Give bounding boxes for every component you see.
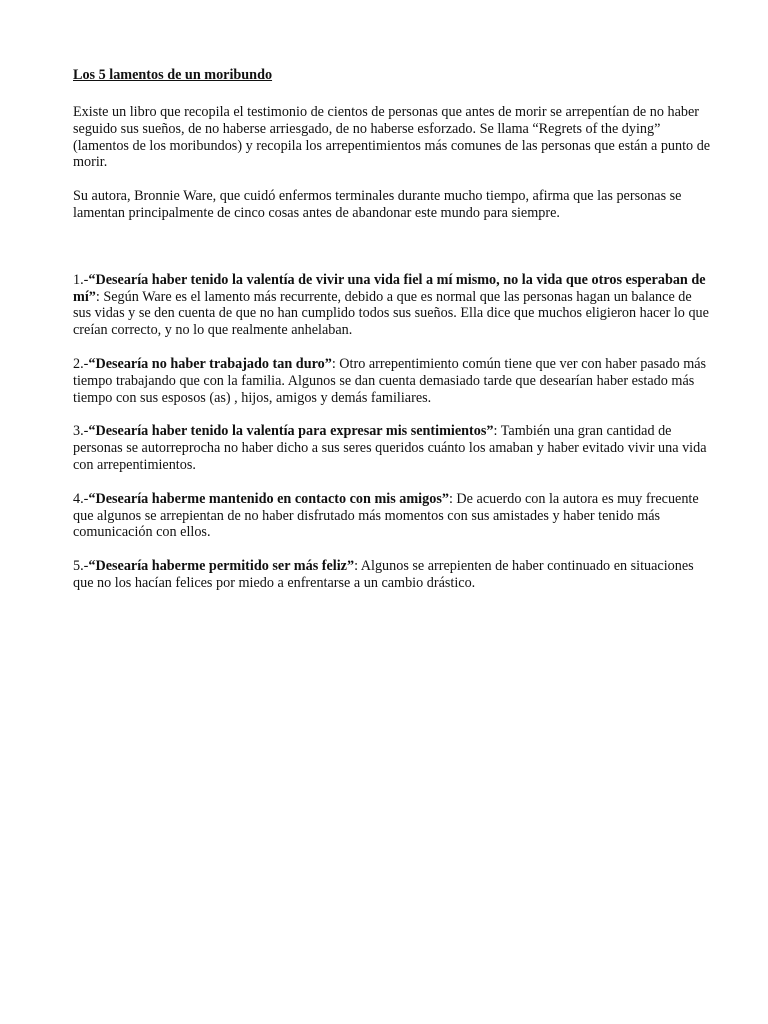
lament-number: 3.- <box>73 423 89 440</box>
lament-number: 2.- <box>73 355 89 372</box>
lament-text: : Algunos se arrepienten de haber continuado en situaciones que no los hacían felices por miedo a enfrentarse a un cambio drástico. <box>73 558 694 591</box>
lament-quote: “Desearía haber tenido la valentía para expresar mis sentimientos” <box>88 423 494 440</box>
lament-item-4 <box>73 491 712 541</box>
section-spacer <box>73 239 712 272</box>
lament-text: : Otro arrepentimiento común tiene que ver con haber pasado más tiempo trabajando que con la familia. Algunos se dan cuenta demasiado tarde que desearían haber estado más tiempo con sus esposos (as) , hijos, amigos y demás familiares. <box>73 355 707 406</box>
lament-quote: “Desearía haberme permitido ser más feliz” <box>88 558 355 575</box>
lament-number: 4.- <box>73 490 89 507</box>
document-title: Los 5 lamentos de un moribundo <box>73 67 273 83</box>
lament-text: : Según Ware es el lamento más recurrente, debido a que es normal que las personas hagan un balance de sus vidas y se den cuenta de que no han cumplido todos sus sueños. Ella dice que muchos eligieron hacer lo que creían correcto, y no lo que realmente anhelaban. <box>73 288 709 339</box>
lament-item-3 <box>73 423 712 473</box>
lament-item-1 <box>73 272 712 339</box>
lament-item-5 <box>73 558 712 592</box>
lament-item-2 <box>73 356 712 406</box>
lament-text: : De acuerdo con la autora es muy frecuente que algunos se arrepientan de no haber disfrutado más momentos con sus amistades y haber tenido más comunicación con ellos. <box>73 490 699 541</box>
lament-quote: “Desearía haber tenido la valentía de vivir una vida fiel a mí mismo, no la vida que otros esperaban de mí” <box>73 271 706 305</box>
lament-text: : También una gran cantidad de personas se autorreprocha no haber dicho a sus seres queridos cuánto los amaban y haber evitado vivir una vida con arrepentimientos. <box>73 423 707 473</box>
lament-quote: “Desearía haberme mantenido en contacto con mis amigos” <box>88 490 449 507</box>
lament-quote: “Desearía no haber trabajado tan duro” <box>88 355 332 372</box>
intro-paragraph-1: Existe un libro que recopila el testimonio de cientos de personas que antes de morir se arrepentían de no haber seguido sus sueños, de no haberse arriesgado, de no haberse esforzado. Se llama “Regrets of the dying” (lamentos de los moribundos) y recopila los arrepentimientos más comunes de las personas que están a punto de morir. <box>73 104 711 171</box>
lament-number: 1.- <box>73 271 89 288</box>
lament-number: 5.- <box>73 558 89 575</box>
intro-paragraph-2: Su autora, Bronnie Ware, que cuidó enfermos terminales durante mucho tiempo, afirma que las personas se lamentan principalmente de cinco cosas antes de abandonar este mundo para siempre. <box>73 188 682 221</box>
